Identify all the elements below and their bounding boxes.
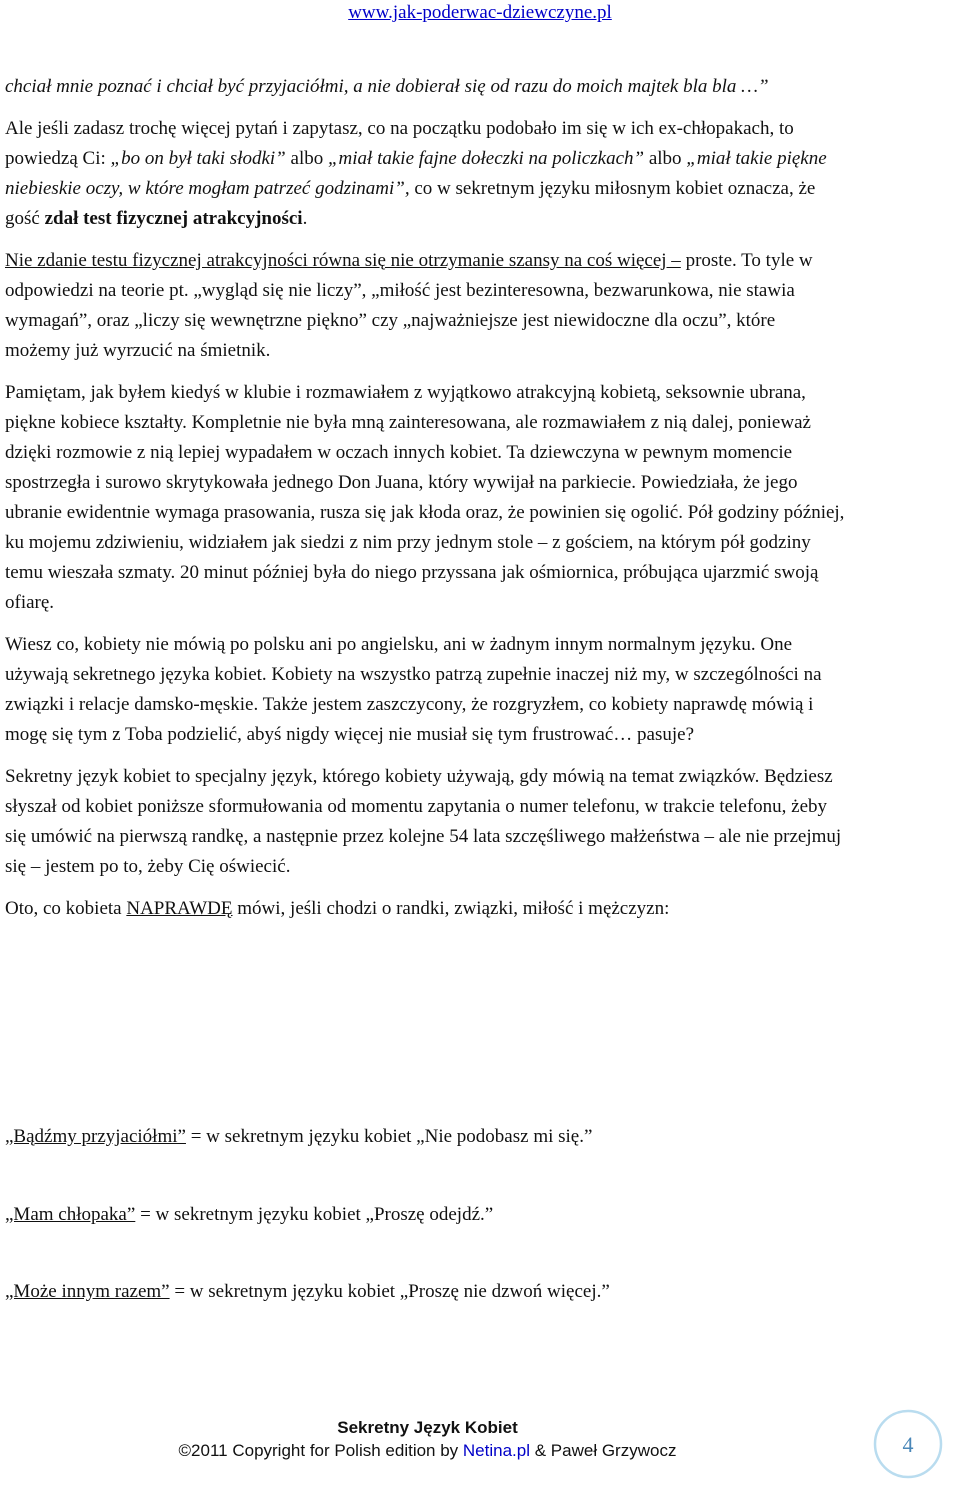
phrase-3-term: „Może innym razem” — [5, 1281, 170, 1302]
p2-text-5: . — [302, 208, 308, 229]
p3-text: proste. To tyle w odpowiedzi na teorie pt. „wygląd się nie liczy”, „miłość jest bezinteresowna, bezwarunkowa, nie stawia wymagań”, oraz „liczy się wewnętrzne piękno” czy „najważniejsze jest niewidoczne dla oczu”, które możemy już wyrzucić na śmietnik. — [5, 250, 813, 361]
p2-quote-1: „bo on był taki słodki” — [110, 148, 286, 169]
p2-bold-phrase: zdał test fizycznej atrakcyjności — [44, 208, 303, 229]
p2-text-1: Ale jeśli zadasz trochę więcej pytań i zapytasz, co na początku podobało im się w ich ex-chłopakach, to powiedzą Ci: — [5, 118, 794, 169]
phrase-2-meaning: = w sekretnym języku kobiet „Proszę odejdź.” — [135, 1204, 494, 1225]
footer-copy-b: & Paweł Grzywocz — [530, 1441, 677, 1460]
p2-text-4: co w sekretnym języku miłosnym kobiet oznacza, że gość — [5, 178, 816, 229]
p2-text-2: albo — [285, 148, 328, 169]
p2-quote-3: „miał takie piękne niebieskie oczy, w które mogłam patrzeć godzinami”, — [5, 148, 827, 199]
footer-copy-a: ©2011 Copyright for Polish edition by — [178, 1441, 463, 1460]
paragraph-4 — [5, 378, 845, 618]
paragraph-2 — [5, 114, 845, 234]
p5-text: Wiesz co, kobiety nie mówią po polsku ani po angielsku, ani w żadnym innym normalnym języku. One używają sekretnego języka kobiet. Kobiety na wszystko patrzą zupełnie inaczej niż my, w szczególności na związki i relacje damsko-męskie. Także jestem zaszczycony, że rozgryzłem, co kobiety naprawdę mówią i mogę się tym z Toba podzielić, abyś nigdy więcej nie musiał się tym frustrować… pasuje? — [5, 634, 822, 745]
p3-underlined-sentence: Nie zdanie testu fizycznej atrakcyjności równa się nie otrzymanie szansy na coś więcej – — [5, 250, 681, 271]
phrase-1-term: „Bądźmy przyjaciółmi” — [5, 1126, 186, 1147]
p7-underlined-word: NAPRAWDĘ — [126, 898, 233, 919]
page-number: 4 — [902, 1432, 914, 1457]
paragraph-5 — [5, 630, 845, 750]
p4-text: Pamiętam, jak byłem kiedyś w klubie i rozmawiałem z wyjątkowo atrakcyjną kobietą, seksownie ubrana, piękne kobiece kształty. Kompletnie nie była mną zainteresowana, ale rozmawiałem z nią dalej, ponieważ dzięki rozmowie z nią lepiej wypadałem w oczach innych kobiet. Ta dziewczyna w pewnym momencie spostrzegła i surowo skrytykowała jednego Don Juana, który wywijał na parkiecie. Powiedziała, że jego ubranie ewidentnie wymaga prasowania, rusza się jak kłoda oraz, że powinien się ogolić. Pół godziny później, ku mojemu zdziwieniu, widziałem jak siedzi z nim przy jednym stole – z gościem, na którym pół godziny temu wieszała szmaty. 20 minut później była do niego przyssana jak ośmiornica, próbująca ujarzmić swoją ofiarę. — [5, 382, 845, 613]
footer-netina-link[interactable]: Netina.pl — [462, 1441, 531, 1460]
phrase-line-3 — [5, 1277, 610, 1307]
phrase-line-2 — [5, 1200, 493, 1230]
phrase-2-term: „Mam chłopaka” — [5, 1204, 136, 1225]
p2-text-3: albo — [644, 148, 687, 169]
p7-text-1: Oto, co kobieta — [5, 898, 127, 919]
paragraph-1 — [5, 72, 845, 102]
paragraph-7 — [5, 894, 845, 924]
phrase-3-meaning: = w sekretnym języku kobiet „Proszę nie dzwoń więcej.” — [169, 1281, 610, 1302]
p2-quote-2: „miał takie fajne dołeczki na policzkach” — [327, 148, 645, 169]
footer-title: Sekretny Język Kobiet — [337, 1418, 518, 1437]
footer-copyright — [0, 1441, 855, 1461]
p6-text: Sekretny język kobiet to specjalny język, którego kobiety używają, gdy mówią na temat związków. Będziesz słyszał od kobiet poniższe sformułowania od momentu zapytania o numer telefonu, w trakcie telefonu, żeby się umówić na pierwszą randkę, a następnie przez kolejne 54 lata szczęśliwego małżeństwa – ale nie przejmuj się – jestem po to, żeby Cię oświecić. — [5, 766, 842, 877]
document-body — [5, 72, 845, 936]
page-number-badge — [872, 1408, 944, 1480]
phrase-1-meaning: = w sekretnym języku kobiet „Nie podobasz mi się.” — [185, 1126, 593, 1147]
paragraph-3 — [5, 246, 845, 366]
phrase-line-1 — [5, 1122, 592, 1152]
paragraph-6 — [5, 762, 845, 882]
p7-text-2: mówi, jeśli chodzi o randki, związki, miłość i mężczyzn: — [232, 898, 670, 919]
header-url-link[interactable]: www.jak-poderwac-dziewczyne.pl — [348, 2, 612, 23]
paragraph-1-text: chciał mnie poznać i chciał być przyjaciółmi, a nie dobierał się od razu do moich majtek bla bla …” — [5, 76, 769, 97]
